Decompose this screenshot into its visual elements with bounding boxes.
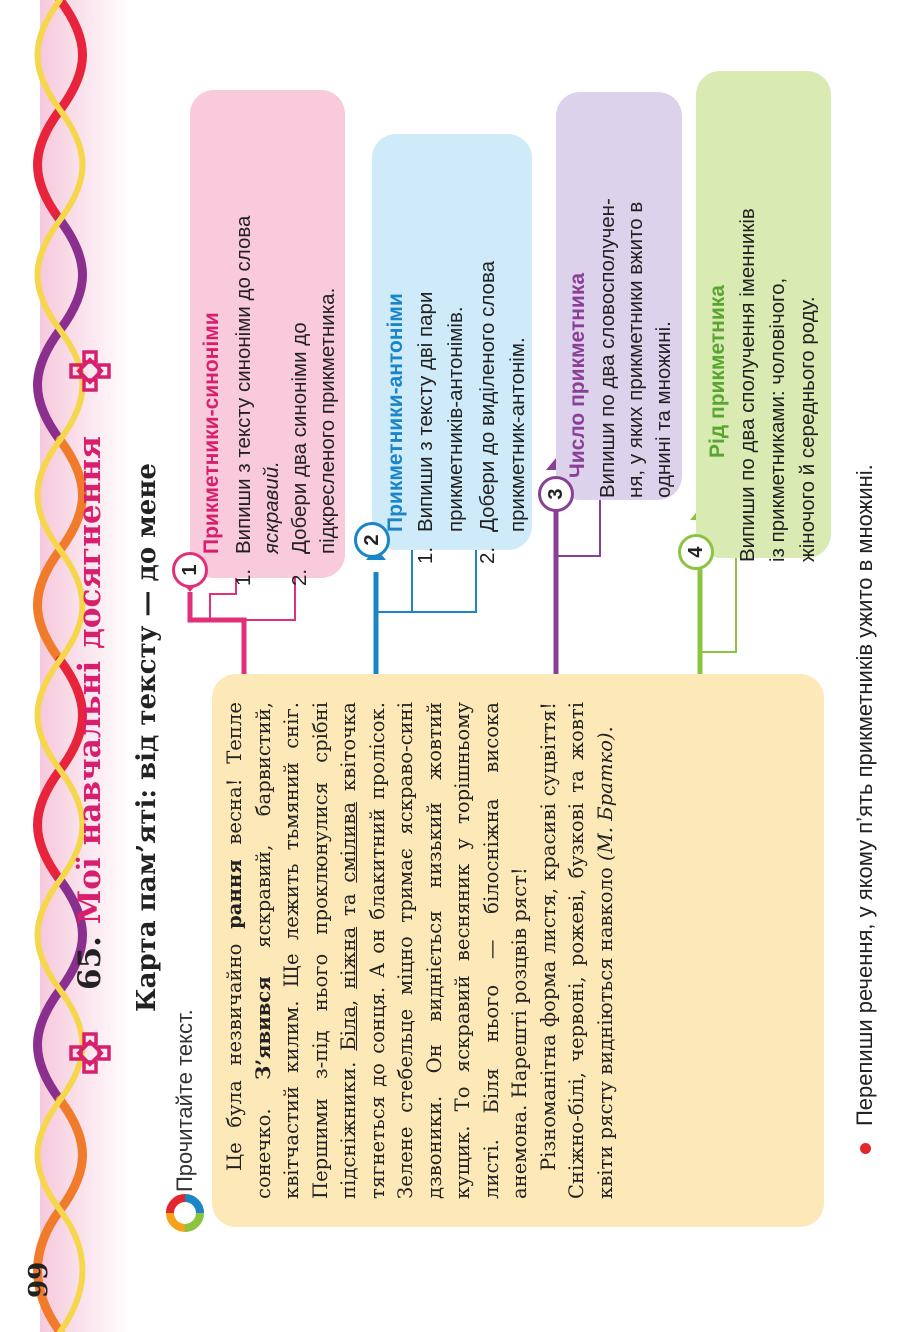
card-text: Випиши з тексту дві пари [414, 291, 437, 532]
text-span: весна! Тепле сонечко. [223, 702, 275, 1199]
card-antonyms [361, 134, 532, 564]
card-text: Випиши по два словосполучен- [596, 198, 619, 498]
card-synonyms [179, 90, 345, 586]
underlined-word: Біла [337, 1005, 360, 1051]
text-span: яскравий, барвистий, квітчастий килим. Ще лежить тьмяний сніг. Першими з-під нього проклюнулися срібні підсніжники. [251, 702, 360, 1199]
card-text: із прикметниками: чоловічого, [766, 277, 789, 562]
card-badge: 2 [354, 522, 390, 558]
lesson-title-word: Мої [72, 857, 108, 925]
underlined-word: ніжна [337, 926, 360, 989]
card-text: підкресленого прикметника. [316, 287, 339, 554]
instruction-text: Прочитайте текст. [172, 1009, 197, 1192]
underlined-word: смілива [337, 801, 360, 883]
card-text: жіночого й середнього роду. [796, 296, 819, 562]
card-text: Випиши з тексту синоніми до слова [232, 215, 255, 554]
card-number [545, 92, 682, 500]
text-span: квіточка тягнеться до сонця. А он блакитний пролісок. Зелене стебельце міцно тримає яскраво-сині дзвоники. Он видніється низький жовтий кущик. То яскравий весняник у торішньому листі. Біля нього — білосніжна висока анемона. Нарешті розцвів ряст! [337, 702, 531, 1199]
card-text: прикметників-антонімів. [444, 306, 467, 532]
card-gender [685, 71, 831, 562]
page-subtitle: Карта пам’яті: від тексту — до мене [132, 463, 162, 1012]
bold-word: З’явився [251, 976, 275, 1080]
card-text: Випиши по два сполучення іменників [736, 208, 759, 562]
text-span: Різноманітна форма листя, красиві суцвіття! Сніжно-білі, червоні, рожеві, бузкові та жовті квіти рясту видніються навколо [536, 702, 617, 1199]
card-text: яскравий. [260, 461, 283, 554]
card-item-number: 1. [414, 546, 437, 564]
card-text: однині та множині. [652, 321, 675, 498]
card-text: Добери до виділеного слова [476, 260, 499, 532]
lesson-title-word: досягнення [72, 436, 108, 649]
card-title: Прикметники-антоніми [384, 293, 407, 532]
task-text: Перепиши речення, у якому п’ять прикметників ужито в множині. [852, 464, 877, 1126]
bold-word: рання [223, 859, 246, 929]
card-text: Добери два синоніми до [288, 322, 311, 554]
card-badge: 1 [172, 552, 208, 588]
card-title: Число прикметника [566, 272, 589, 478]
page-number: 99 [24, 1261, 54, 1298]
card-badge: 3 [538, 476, 574, 512]
text-span: , [337, 988, 360, 1006]
bullet-icon [860, 1143, 871, 1154]
card-item-number: 2. [476, 546, 499, 564]
card-title: Рід прикметника [706, 285, 729, 458]
text-span: Це була незвичайно [223, 928, 246, 1171]
text-span: . [593, 726, 617, 733]
lesson-number: 65. [72, 936, 108, 990]
card-text: ня, у яких прикметники вжито в [624, 201, 647, 498]
text-span: та [337, 882, 360, 927]
lesson-title-word: навчальні [72, 660, 108, 846]
card-badge: 4 [678, 534, 714, 570]
author-attribution: (М. Братко) [593, 732, 617, 861]
card-title: Прикметники-синоніми [200, 312, 223, 554]
card-text: прикметник-антонім. [506, 337, 529, 532]
card-item-number: 2. [288, 568, 311, 586]
card-item-number: 1. [232, 568, 255, 586]
